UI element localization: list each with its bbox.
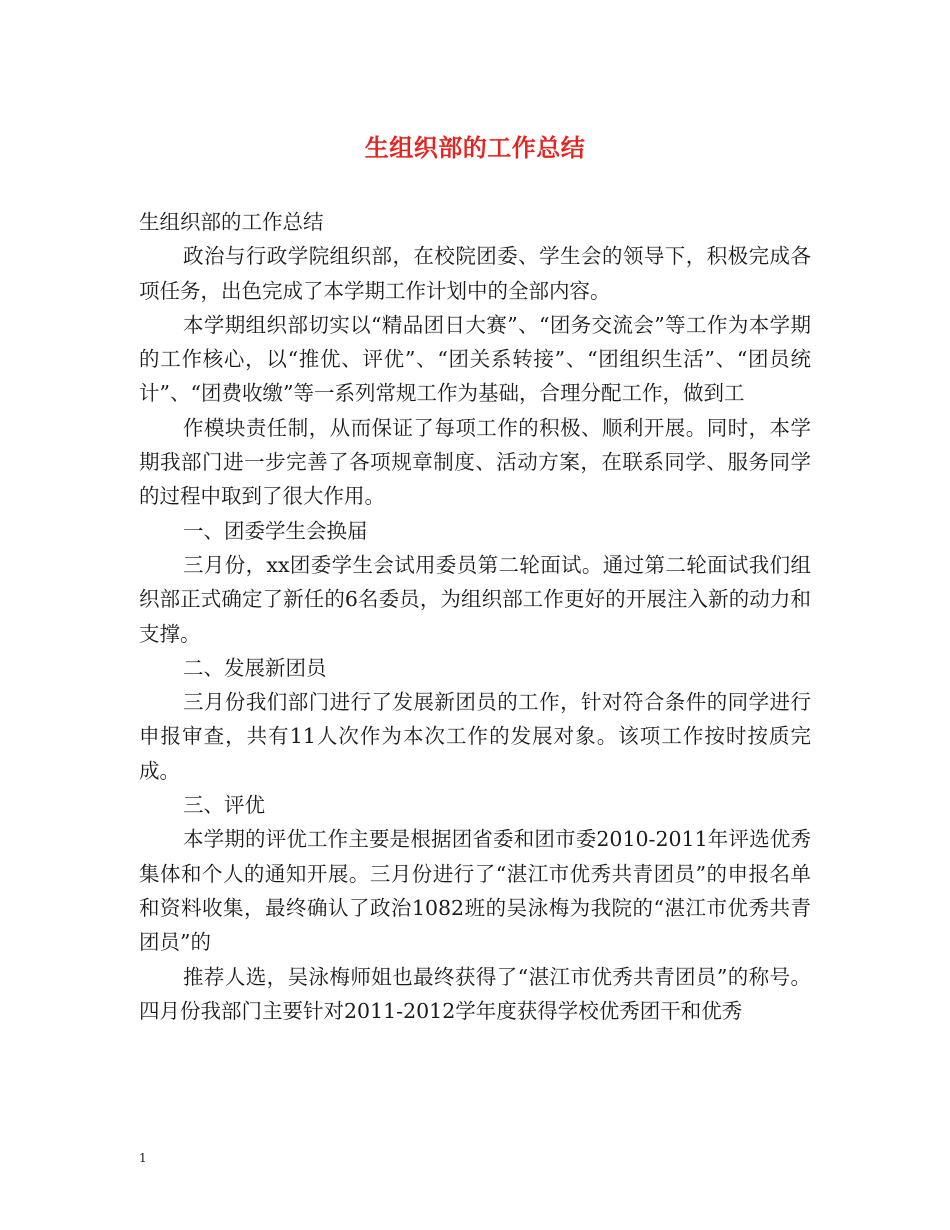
paragraph-section-2: 三月份我们部门进行了发展新团员的工作，针对符合条件的同学进行申报审查，共有11人次作为本次工作的发展对象。该项工作按时按质完成。 (139, 690, 811, 783)
paragraph-intro: 政治与行政学院组织部，在校院团委、学生会的领导下，积极完成各项任务，出色完成了本学期工作计划中的全部内容。 (139, 244, 811, 303)
paragraph-core-work: 本学期组织部切实以“精品团日大赛”、“团务交流会”等工作为本学期的工作核心，以“推优、评优”、“团关系转接”、“团组织生活”、“团员统计”、“团费收缴”等一系列常规工作为基础，合理分配工作，做到工 (139, 312, 811, 406)
document-subtitle: 生组织部的工作总结 (139, 210, 324, 234)
page-number: 1 (139, 1151, 147, 1165)
section-heading-1: 一、团委学生会换届 (183, 518, 368, 543)
document-body (139, 205, 811, 1028)
paragraph-responsibility: 作模块责任制，从而保证了每项工作的积极、顺利开展。同时，本学期我部门进一步完善了各项规章制度、活动方案，在联系同学、服务同学的过程中取到了很大作用。 (139, 415, 811, 509)
paragraph-section-3: 本学期的评优工作主要是根据团省委和团市委2010-2011年评选优秀集体和个人的通知开展。三月份进行了“湛江市优秀共青团员”的申报名单和资料收集，最终确认了政治1082班的吴泳梅为我院的“湛江市优秀共青团员”的 (139, 827, 811, 955)
paragraph-section-3-continued: 推荐人选，吴泳梅师姐也最终获得了“湛江市优秀共青团员”的称号。四月份我部门主要针对2011-2012学年度获得学校优秀团干和优秀 (139, 964, 811, 1023)
paragraph-section-1: 三月份，xx团委学生会试用委员第二轮面试。通过第二轮面试我们组织部正式确定了新任的6名委员，为组织部工作更好的开展注入新的动力和支撑。 (139, 552, 811, 646)
section-heading-3: 三、评优 (183, 793, 265, 818)
section-heading-2: 二、发展新团员 (183, 655, 327, 680)
page-title: 生组织部的工作总结 (364, 133, 586, 162)
